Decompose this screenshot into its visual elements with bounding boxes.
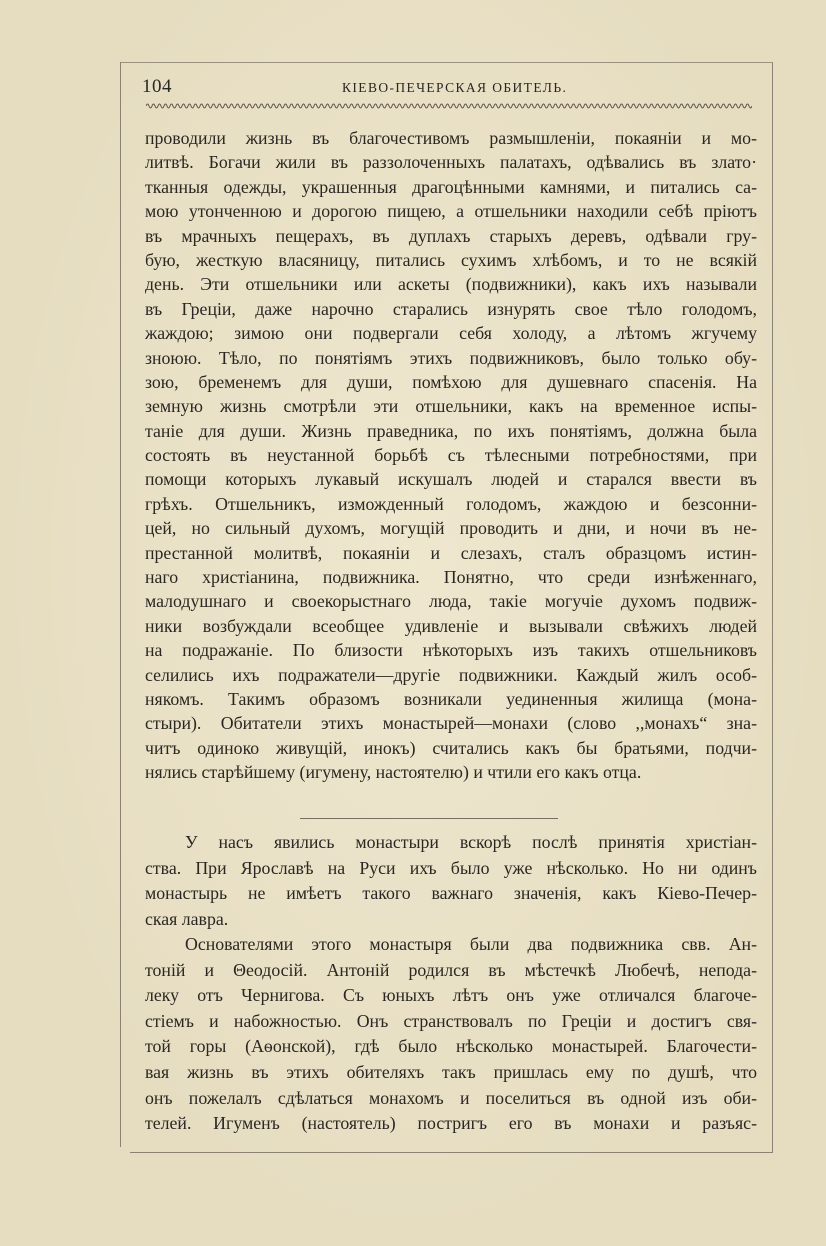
text-line: бую, жесткую власяницу, питались сухимъ хлѣбомъ, и то не всякій	[145, 249, 757, 270]
text-line: въ мрачныхъ пещерахъ, въ дуплахъ старыхъ деревъ, одѣвали гру-	[145, 225, 757, 246]
section-separator	[300, 818, 558, 819]
text-line: зою, бременемъ для души, помѣхою для душевнаго спасенія. На	[145, 371, 757, 392]
text-line: ства. При Ярославѣ на Руси ихъ было уже нѣсколько. Но ни одинъ	[145, 857, 757, 878]
text-line: тканныя одежды, украшенныя драгоцѣнными камнями, и питались са-	[145, 176, 757, 197]
text-line: стіемъ и набожностью. Онъ странствовалъ по Греціи и достигъ свя-	[145, 1010, 757, 1031]
text-line: таніе для души. Жизнь праведника, по ихъ понятіямъ, должна была	[145, 420, 757, 441]
text-line: мою утонченною и дорогою пищею, а отшельники находили себѣ пріютъ	[145, 201, 757, 222]
text-line: грѣхъ. Отшельникъ, изможденный голодомъ, жаждою и безсонни-	[145, 493, 757, 514]
text-line: вая жизнь въ этихъ обителяхъ такъ пришлась ему по душѣ, что	[145, 1061, 757, 1082]
paragraph-1	[145, 126, 757, 785]
text-line: земную жизнь смотрѣли эти отшельники, какъ на временное испы-	[145, 396, 757, 417]
text-line: нялись старѣйшему (игумену, настоятелю) и чтили его какъ отца.	[145, 762, 642, 783]
text-line: някомъ. Такимъ образомъ возникали уединенныя жилища (мона-	[145, 688, 757, 709]
left-frame-rule	[120, 62, 121, 1147]
running-header	[142, 76, 754, 102]
text-line: тоній и Θеодосій. Антоній родился въ мѣстечкѣ Любечѣ, непода-	[145, 959, 757, 980]
text-line: селились ихъ подражатели—другіе подвижники. Каждый жилъ особ-	[145, 664, 757, 685]
text-line: день. Эти отшельники или аскеты (подвижники), какъ ихъ называли	[145, 274, 757, 295]
text-line: въ Греціи, даже нарочно старались изнурять свое тѣло голодомъ,	[145, 298, 757, 319]
header-ornament	[146, 101, 752, 111]
paragraph-2	[145, 830, 757, 932]
text-line: У насъ явились монастыри вскорѣ послѣ принятія христіан-	[185, 832, 757, 852]
text-line: ская лавра.	[145, 908, 229, 929]
text-line: помощи которыхъ лукавый искушалъ людей и старался ввести въ	[145, 469, 757, 490]
text-line: стыри). Обитатели этихъ монастырей—монахи (слово ,,монахъ“ зна-	[145, 713, 757, 734]
page-number: 104	[142, 76, 172, 97]
text-line: леку отъ Чернигова. Съ юныхъ лѣтъ онъ уже отличался благоче-	[145, 985, 757, 1006]
text-line: ники возбуждали всеобщее удивленіе и вызывали свѣжихъ людей	[145, 615, 757, 636]
text-line: онъ пожелалъ сдѣлаться монахомъ и поселиться въ одной изъ оби-	[145, 1087, 757, 1108]
text-line: состоять въ неустанной борьбѣ съ тѣлесными потребностями, при	[145, 445, 757, 466]
text-line: проводили жизнь въ благочестивомъ размышленіи, покаяніи и мо-	[145, 128, 757, 148]
bottom-frame-rule	[130, 1152, 773, 1153]
top-frame-rule	[120, 62, 773, 63]
running-title: КІЕВО-ПЕЧЕРСКАЯ ОБИТЕЛЬ.	[342, 80, 568, 95]
text-line: той горы (Аѳонской), гдѣ было нѣсколько монастырей. Благочести-	[145, 1036, 757, 1057]
paragraph-3	[145, 932, 757, 1137]
text-line: наго христіанина, подвижника. Понятно, что среди изнѣженнаго,	[145, 567, 757, 588]
text-line: Основателями этого монастыря были два подвижника свв. Ан-	[185, 934, 757, 954]
text-line: зноюю. Тѣло, по понятіямъ этихъ подвижниковъ, было только обу-	[145, 347, 757, 368]
text-line: на подражаніе. По близости нѣкоторыхъ изъ такихъ отшельниковъ	[145, 640, 757, 661]
text-line: цей, но сильный духомъ, могущій проводить и дни, и ночи въ не-	[145, 518, 757, 539]
text-line: малодушнаго и своекорыстнаго люда, такіе могучіе духомъ подвиж-	[145, 591, 757, 612]
text-line: монастырь не имѣетъ такого важнаго значенія, какъ Кіево-Печер-	[145, 883, 757, 904]
right-frame-rule	[772, 62, 773, 1152]
text-line: престанной молитвѣ, покаяніи и слезахъ, сталъ образцомъ истин-	[145, 542, 757, 563]
text-line: литвѣ. Богачи жили въ раззолоченныхъ палатахъ, одѣвались въ злато·	[145, 152, 757, 173]
text-line: телей. Игуменъ (настоятель) постригъ его въ монахи и разъяс-	[145, 1113, 757, 1134]
text-line: читъ одиноко живущій, инокъ) считались какъ бы братьями, подчи-	[145, 737, 757, 758]
text-line: жаждою; зимою они подвергали себя холоду, а лѣтомъ жгучему	[145, 323, 757, 344]
